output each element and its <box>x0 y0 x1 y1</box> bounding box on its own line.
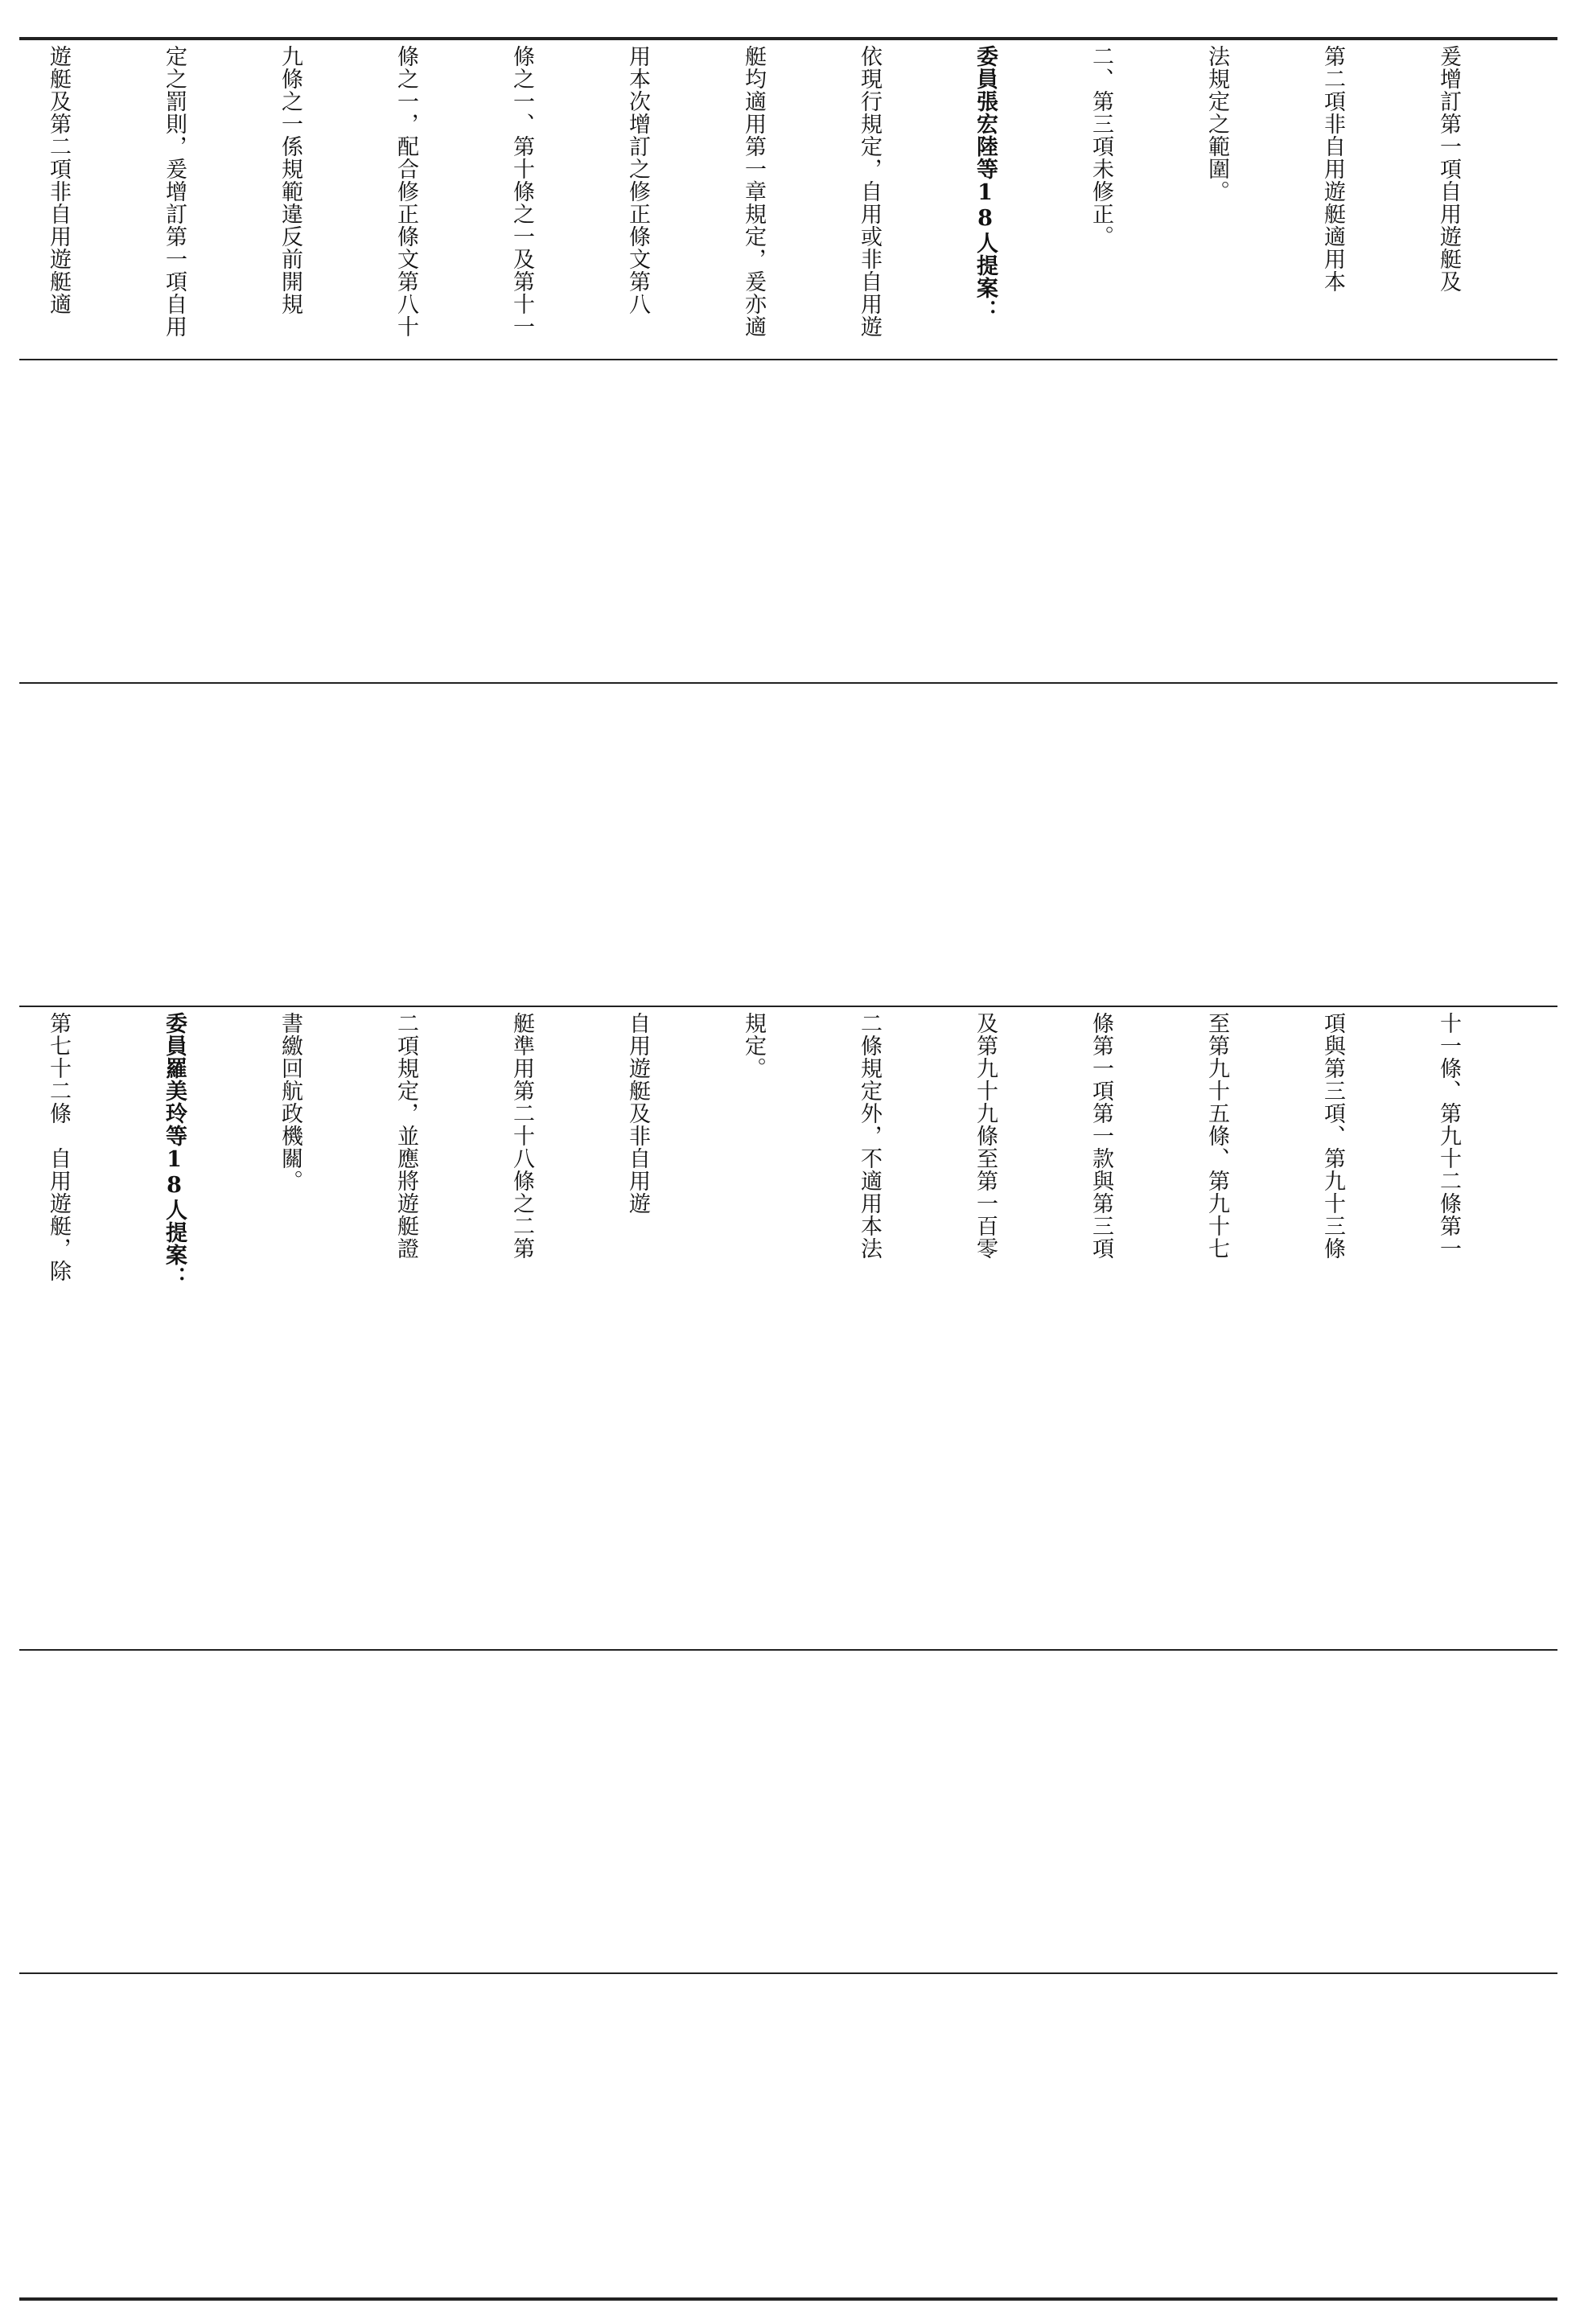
text-line: 項與第三項、第九十三條 <box>1320 1012 1345 1260</box>
text-line: 二、第三項未修正。 <box>1088 45 1113 248</box>
text-line: 自用遊艇及非自用遊 <box>625 1012 650 1215</box>
text-line: 艇準用第二十八條之二第 <box>509 1012 534 1260</box>
text-line: 規定。 <box>741 1012 766 1080</box>
text-line: 書繳回航政機關。 <box>278 1012 302 1192</box>
text-line: 二項規定，並應將遊艇證 <box>393 1012 418 1260</box>
text-line: 依現行規定，自用或非自用遊 <box>857 45 882 338</box>
text-line: 第二項非自用遊艇適用本 <box>1320 45 1345 293</box>
row-divider-1 <box>19 359 1557 360</box>
top-rule <box>19 37 1557 40</box>
text-line: 條之一，配合修正條文第八十 <box>393 45 418 338</box>
text-line: 條第一項第一款與第三項 <box>1088 1012 1113 1260</box>
text-line: 定之罰則，爰增訂第一項自用 <box>162 45 187 338</box>
text-line: 艇均適用第一章規定，爰亦適 <box>741 45 766 338</box>
row-divider-4 <box>19 1649 1557 1651</box>
text-line: 二條規定外，不適用本法 <box>857 1012 882 1260</box>
text-line: 條之一、第十條之一及第十一 <box>509 45 534 338</box>
text-line: 遊艇及第二項非自用遊艇適 <box>46 45 71 315</box>
text-line: 第七十二條 自用遊艇，除 <box>46 1012 71 1282</box>
row-divider-5 <box>19 1972 1557 1974</box>
text-line: 及第九十九條至第一百零 <box>973 1012 998 1260</box>
proposal-heading: 委員羅美玲等18人提案： <box>162 1012 187 1289</box>
upper-right-text-block <box>32 45 1545 354</box>
text-line: 法規定之範圍。 <box>1204 45 1229 203</box>
text-line: 爰增訂第一項自用遊艇及 <box>1436 45 1461 293</box>
row-divider-3 <box>19 1006 1557 1007</box>
text-line: 至第九十五條、第九十七 <box>1204 1012 1229 1260</box>
text-line: 十一條、第九十二條第一 <box>1436 1012 1461 1260</box>
proposal-heading: 委員張宏陸等18人提案： <box>973 45 998 322</box>
bottom-rule <box>19 2297 1557 2301</box>
row-divider-2 <box>19 682 1557 684</box>
lower-middle-text-block <box>32 1012 1545 1644</box>
text-line: 用本次增訂之修正條文第八 <box>625 45 650 315</box>
text-line: 九條之一係規範違反前開規 <box>278 45 302 315</box>
